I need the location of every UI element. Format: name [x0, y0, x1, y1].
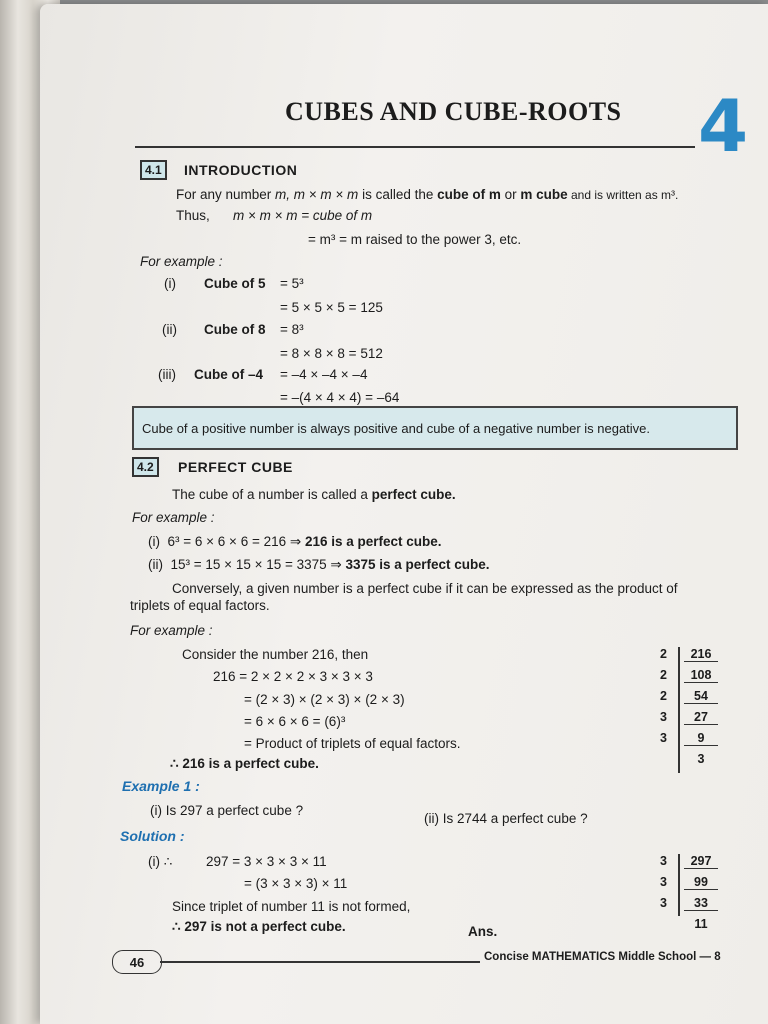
divisor: 2 — [660, 647, 667, 661]
example-i-text: Cube of 5 — [204, 276, 266, 291]
section-title-introduction: INTRODUCTION — [184, 162, 298, 178]
divisor: 3 — [660, 710, 667, 724]
example-i-eq2: = 5 × 5 × 5 = 125 — [280, 300, 383, 315]
chapter-title: CUBES AND CUBE-ROOTS — [285, 97, 622, 126]
consider-line: Consider the number 216, then — [182, 647, 369, 662]
quotient: 216 — [684, 647, 718, 662]
footer-rule — [160, 961, 480, 963]
quotient: 108 — [684, 668, 718, 683]
for-example-label: For example : — [140, 254, 223, 269]
example-iii-eq1: = –4 × –4 × –4 — [280, 367, 368, 382]
chapter-number: 4 — [698, 84, 749, 168]
conversely-line-1: Conversely, a given number is a perfect cube if it can be expressed as the product of — [172, 581, 678, 596]
quotient: 3 — [697, 752, 705, 766]
section-number-4-1: 4.1 — [140, 160, 167, 180]
highlight-note — [132, 406, 738, 450]
quotient: 33 — [684, 896, 718, 911]
book-title: Concise MATHEMATICS Middle School — 8 — [484, 951, 721, 963]
conclusion-216: ∴ 216 is a perfect cube. — [170, 756, 319, 771]
division-table-216 — [660, 647, 720, 773]
pc-example-i: (i) 6³ = 6 × 6 × 6 = 216 ⇒ 216 is a perfect cube. — [148, 534, 442, 549]
conversely-line-2: triplets of equal factors. — [130, 598, 270, 613]
pc-example-ii: (ii) 15³ = 15 × 15 × 15 = 3375 ⇒ 3375 is a perfect cube. — [148, 557, 490, 572]
example-1-title: Example 1 : — [122, 778, 200, 794]
divisor: 3 — [660, 731, 667, 745]
quotient: 99 — [684, 875, 718, 890]
example-ii-eq1: = 8³ — [280, 322, 304, 337]
for-example-label-3: For example : — [130, 623, 213, 638]
factor-line-2: = (2 × 3) × (2 × 3) × (2 × 3) — [244, 692, 405, 707]
divisor: 3 — [660, 854, 667, 868]
for-example-label-2: For example : — [132, 510, 215, 525]
perfect-cube-intro: The cube of a number is called a perfect cube. — [172, 487, 456, 502]
factor-line-3: = 6 × 6 × 6 = (6)³ — [244, 714, 346, 729]
division-table-297 — [660, 854, 720, 938]
section-number-4-2: 4.2 — [132, 457, 159, 477]
solution-line-2: = (3 × 3 × 3) × 11 — [244, 876, 348, 891]
quotient: 54 — [684, 689, 718, 704]
solution-label: (i) ∴ — [148, 854, 173, 869]
example-iii-text: Cube of –4 — [194, 367, 264, 382]
thus-equation-2: = m³ = m raised to the power 3, etc. — [308, 232, 522, 247]
solution-conclusion: ∴ 297 is not a perfect cube. — [172, 919, 346, 934]
book-page — [40, 4, 768, 1024]
example-iii-label: (iii) — [158, 367, 176, 382]
example-1-q2: (ii) Is 2744 a perfect cube ? — [424, 811, 588, 826]
thus-label: Thus, — [176, 208, 210, 223]
intro-line-1: For any number m, m × m × m is called the cube of m or m cube and is written as m³. — [176, 187, 679, 202]
example-ii-eq2: = 8 × 8 × 8 = 512 — [280, 346, 383, 361]
section-title-perfect-cube: PERFECT CUBE — [178, 459, 293, 475]
divisor: 2 — [660, 668, 667, 682]
solution-title: Solution : — [120, 828, 185, 844]
example-iii-eq2: = –(4 × 4 × 4) = –64 — [280, 390, 400, 405]
divisor: 3 — [660, 875, 667, 889]
page-number: 46 — [112, 950, 162, 974]
example-i-label: (i) — [164, 276, 176, 291]
example-ii-label: (ii) — [162, 322, 177, 337]
chapter-rule — [135, 146, 695, 148]
example-1-q1: (i) Is 297 a perfect cube ? — [150, 803, 304, 818]
solution-line-1: 297 = 3 × 3 × 3 × 11 — [206, 854, 327, 869]
example-i-eq1: = 5³ — [280, 276, 304, 291]
quotient: 11 — [694, 917, 708, 931]
note-text: Cube of a positive number is always positive and cube of a negative number is negative. — [142, 420, 651, 436]
quotient: 9 — [684, 731, 718, 746]
factor-line-1: 216 = 2 × 2 × 2 × 3 × 3 × 3 — [213, 669, 373, 684]
divisor: 3 — [660, 896, 667, 910]
answer-label: Ans. — [468, 924, 498, 939]
solution-line-3: Since triplet of number 11 is not formed, — [172, 899, 411, 914]
thus-equation: m × m × m = cube of m — [233, 208, 373, 223]
quotient: 297 — [684, 854, 718, 869]
factor-line-4: = Product of triplets of equal factors. — [244, 736, 461, 751]
quotient: 27 — [684, 710, 718, 725]
example-ii-text: Cube of 8 — [204, 322, 266, 337]
divisor: 2 — [660, 689, 667, 703]
